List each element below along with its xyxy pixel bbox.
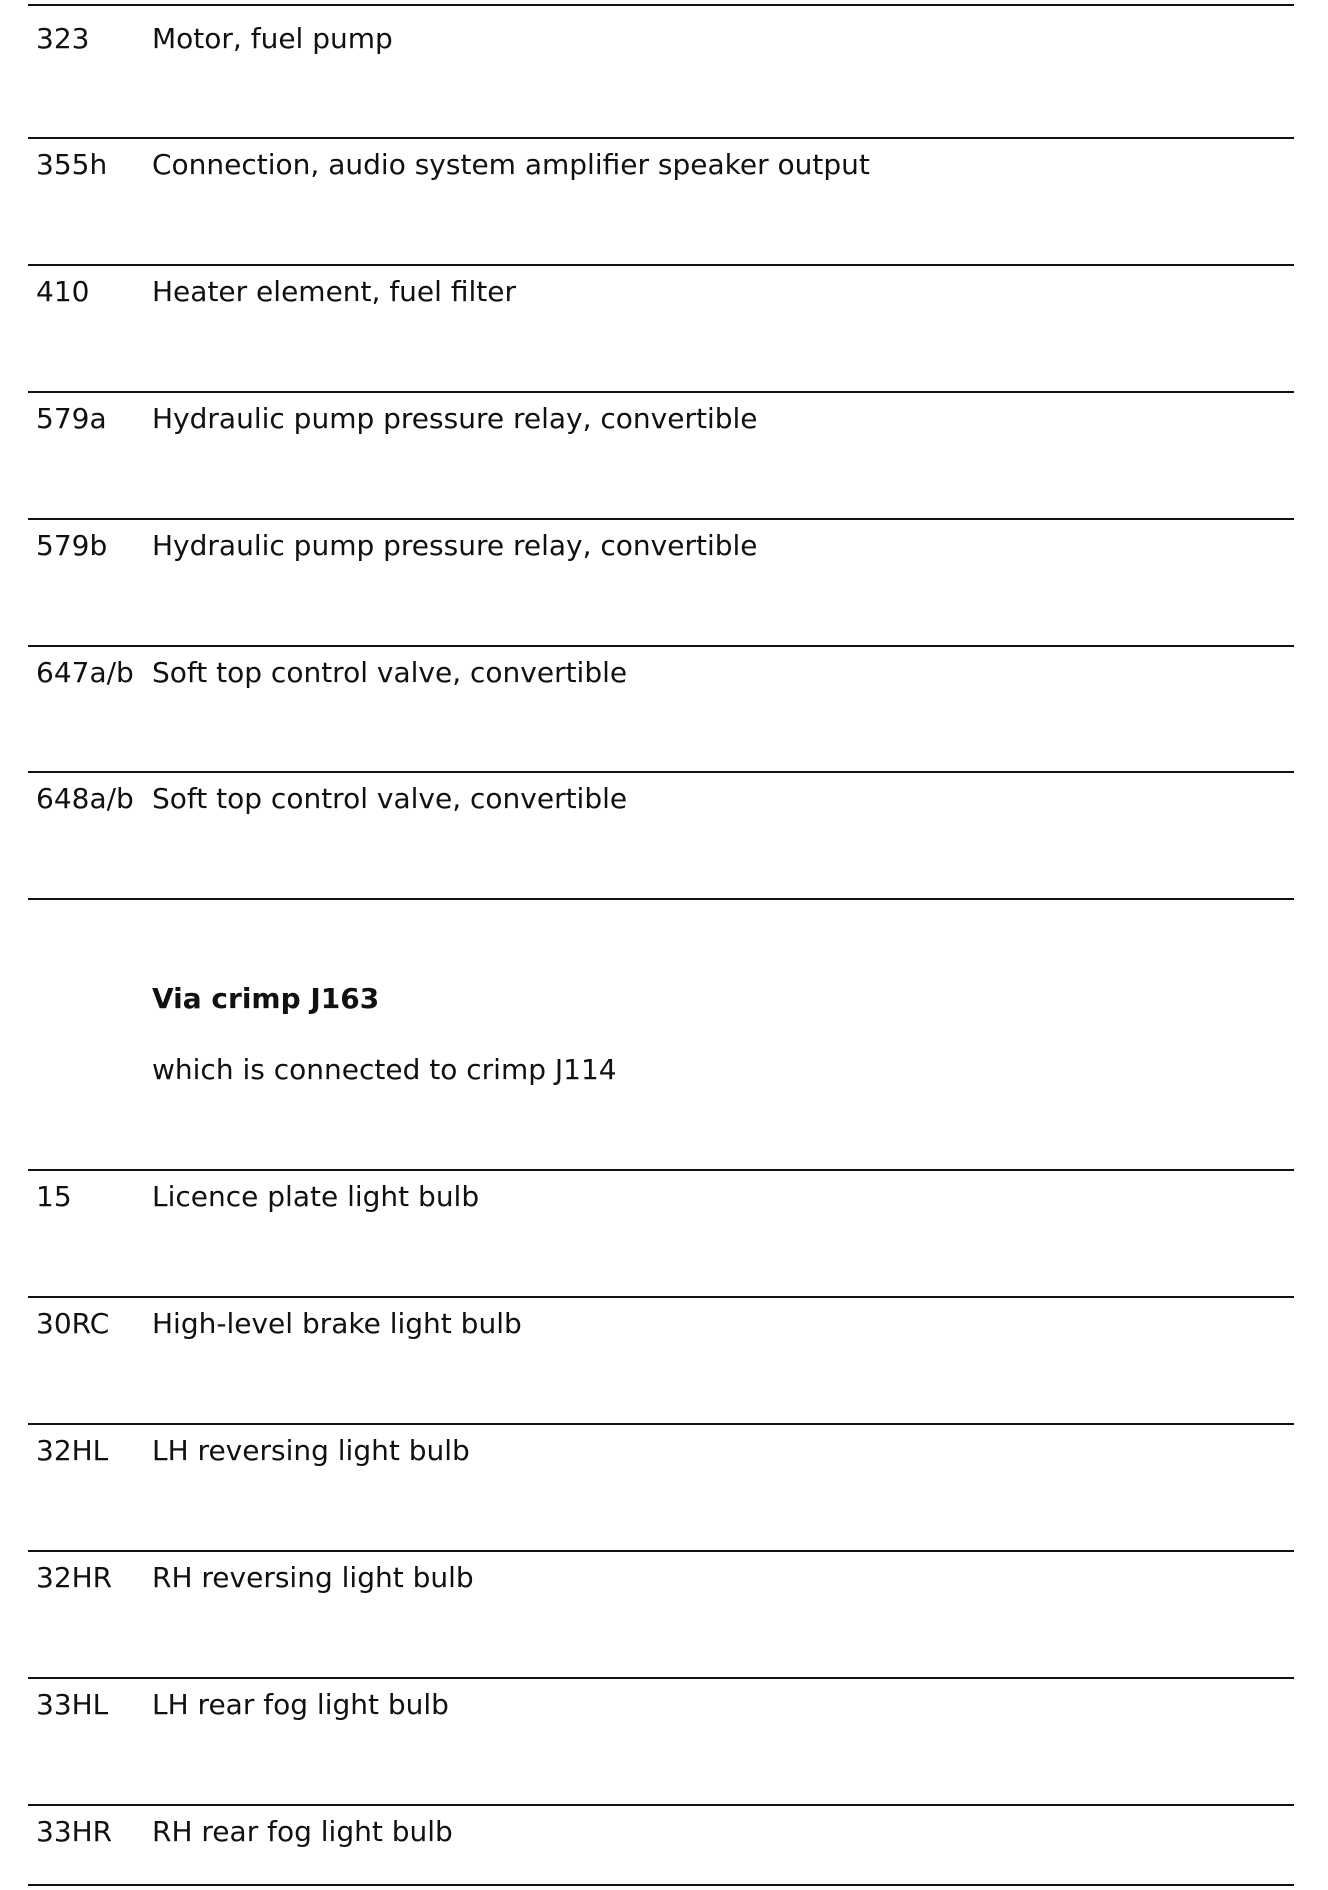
- table-rule: [28, 1169, 1294, 1171]
- row-description: LH rear fog light bulb: [152, 1688, 449, 1721]
- row-code: 32HR: [36, 1561, 113, 1594]
- row-code: 647a/b: [36, 656, 134, 689]
- table-row: [0, 1561, 1328, 1601]
- table-rule: [28, 1550, 1294, 1552]
- table-rule: [28, 4, 1294, 6]
- row-description: RH rear fog light bulb: [152, 1815, 453, 1848]
- table-rule: [28, 1677, 1294, 1679]
- table-rule: [28, 645, 1294, 647]
- row-description: Soft top control valve, convertible: [152, 782, 628, 815]
- table-row: [0, 1180, 1328, 1220]
- table-row: [0, 656, 1328, 696]
- row-code: 579b: [36, 529, 108, 562]
- table-rule: [28, 1423, 1294, 1425]
- table-row: [0, 1815, 1328, 1855]
- table-row: [0, 529, 1328, 569]
- table-rule: [28, 771, 1294, 773]
- row-code: 32HL: [36, 1434, 109, 1467]
- table-rule: [28, 391, 1294, 393]
- section-heading: Via crimp J163: [152, 982, 380, 1015]
- row-code: 30RC: [36, 1307, 110, 1340]
- row-code: 323: [36, 22, 90, 55]
- row-description: Hydraulic pump pressure relay, convertible: [152, 402, 758, 435]
- table-rule: [28, 518, 1294, 520]
- row-description: Hydraulic pump pressure relay, convertible: [152, 529, 758, 562]
- table-rule: [28, 1296, 1294, 1298]
- row-code: 33HL: [36, 1688, 109, 1721]
- row-description: RH reversing light bulb: [152, 1561, 474, 1594]
- table-rule: [28, 137, 1294, 139]
- row-description: Connection, audio system amplifier speaker output: [152, 148, 870, 181]
- row-code: 648a/b: [36, 782, 134, 815]
- section-note: which is connected to crimp J114: [152, 1053, 617, 1086]
- row-description: LH reversing light bulb: [152, 1434, 470, 1467]
- table-row: [0, 148, 1328, 188]
- table-row: [0, 22, 1328, 62]
- table-row: [0, 402, 1328, 442]
- row-description: Motor, fuel pump: [152, 22, 393, 55]
- table-row: [0, 1434, 1328, 1474]
- row-code: 33HR: [36, 1815, 113, 1848]
- table-rule: [28, 1884, 1294, 1886]
- row-code: 410: [36, 275, 90, 308]
- table-rule: [28, 1804, 1294, 1806]
- table-row: [0, 1688, 1328, 1728]
- row-description: Soft top control valve, convertible: [152, 656, 628, 689]
- table-row: [0, 275, 1328, 315]
- row-code: 355h: [36, 148, 108, 181]
- row-description: Heater element, fuel filter: [152, 275, 516, 308]
- table-rule: [28, 898, 1294, 900]
- table-row: [0, 1307, 1328, 1347]
- table-row: [0, 782, 1328, 822]
- row-code: 579a: [36, 402, 107, 435]
- row-description: Licence plate light bulb: [152, 1180, 480, 1213]
- table-rule: [28, 264, 1294, 266]
- row-code: 15: [36, 1180, 72, 1213]
- row-description: High-level brake light bulb: [152, 1307, 522, 1340]
